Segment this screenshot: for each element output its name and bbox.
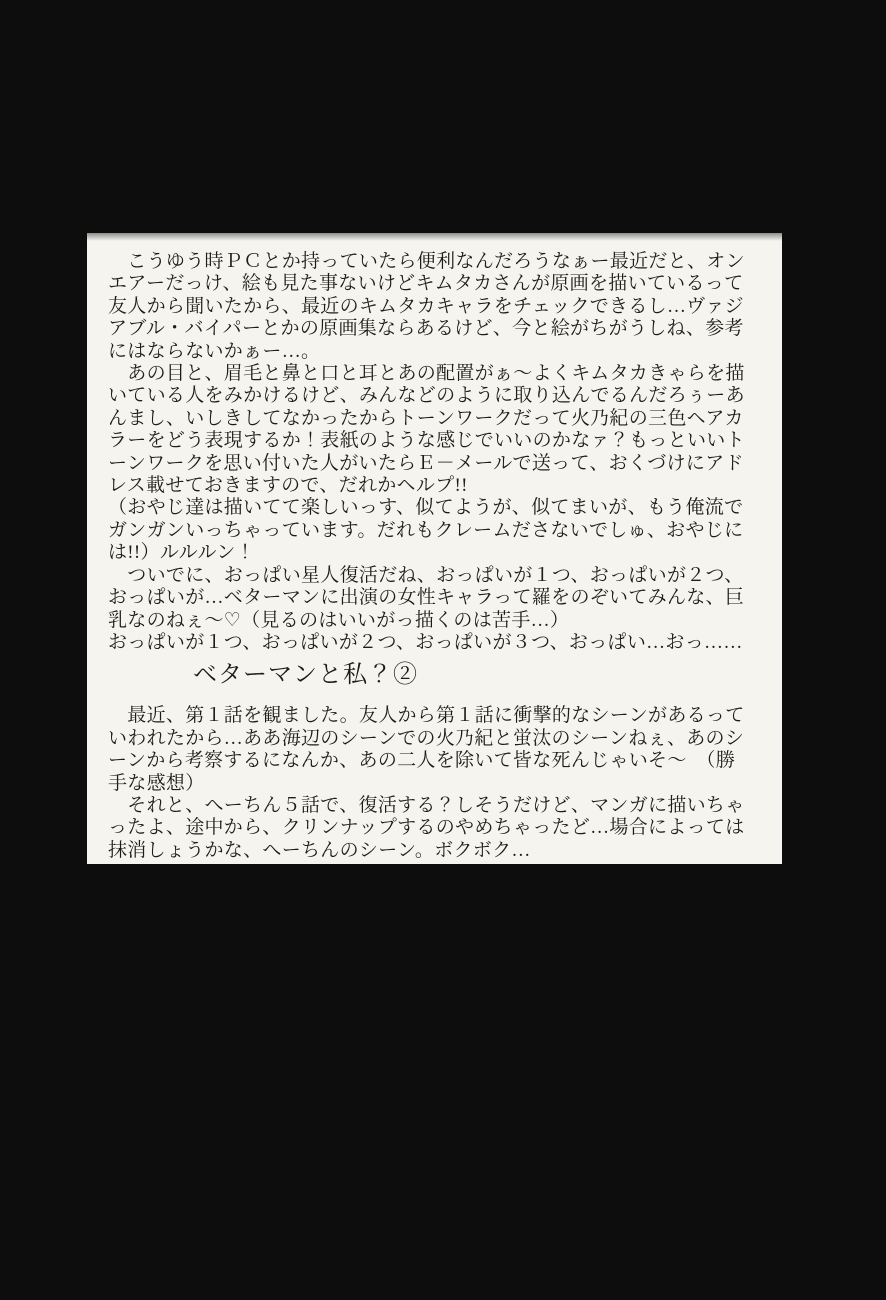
text-line: ーンワークを思い付いた人がいたらＥ－メールで送って、おくづけにアド <box>108 452 744 474</box>
text-line: いわれたから…ああ海辺のシーンでの火乃紀と蛍汰のシーンねぇ、あのシ <box>108 727 745 749</box>
text-line: ったよ、途中から、クリンナップするのやめちゃったど…場合によっては <box>108 817 745 839</box>
text-line: おっぱいが１つ、おっぱいが２つ、おっぱいが３つ、おっぱい…おっ…… <box>108 631 743 653</box>
text-line: 乳なのねぇ～♡（見るのはいいがっ描くのは苦手…） <box>108 609 570 631</box>
text-line: にはならないかぁー…。 <box>108 340 321 362</box>
text-line: 最近、第１話を観ました。友人から第１話に衝撃的なシーンがあるって <box>108 705 745 727</box>
text-line: （おやじ達は描いてて楽しいっす、似てようが、似てまいが、もう俺流で <box>108 497 744 519</box>
text-line: ーンから考察するになんか、あの二人を除いて皆な死んじゃいそ～ （勝 <box>108 750 736 772</box>
text-line: おっぱいが…ベターマンに出演の女性キャラって羅をのぞいてみんな、巨 <box>108 587 745 609</box>
paper-top-edge <box>87 233 782 241</box>
text-line: レス載せておきますので、だれかヘルプ!! <box>108 475 468 497</box>
text-page-paper <box>87 233 782 864</box>
text-line: 友人から聞いたから、最近のキムタカキャラをチェックできるし…ヴァジ <box>108 295 744 317</box>
text-line: いている人をみかけるけど、みんなどのように取り込んでるんだろぅーあ <box>108 385 745 407</box>
text-line: ガンガンいっちゃっています。だれもクレームださないでしゅ、おやじに <box>108 519 744 541</box>
text-line: ラーをどう表現するか！表紙のような感じでいいのかなァ？もっといいト <box>108 430 745 452</box>
text-line: ついでに、おっぱい星人復活だね、おっぱいが１つ、おっぱいが２つ、 <box>108 564 744 586</box>
text-line: んまし、いしきしてなかったからトーンワークだって火乃紀の三色ヘアカ <box>108 407 744 429</box>
text-line: は!!）ルルルン！ <box>108 542 255 564</box>
text-line: アブル・バイパーとかの原画集ならあるけど、今と絵がちがうしね、参考 <box>108 318 744 340</box>
paragraph-block-2 <box>108 705 770 862</box>
text-line: それと、へーちん５話で、復活する？しそうだけど、マンガに描いちゃ <box>108 794 745 816</box>
section-heading: ベターマンと私？② <box>193 662 418 689</box>
text-line: 手な感想） <box>108 772 205 794</box>
text-line: こうゆう時ＰＣとか持っていたら便利なんだろうなぁー最近だと、オン <box>108 251 745 272</box>
paragraph-block-1 <box>108 251 770 654</box>
text-line: エアーだっけ、絵も見た事ないけどキムタカさんが原画を描いているって <box>108 273 744 295</box>
text-line: あの目と、眉毛と鼻と口と耳とあの配置がぁ～よくキムタカきゃらを描 <box>108 363 745 385</box>
text-line: 抹消しょうかな、へーちんのシーン。ボクボク… <box>108 839 531 861</box>
